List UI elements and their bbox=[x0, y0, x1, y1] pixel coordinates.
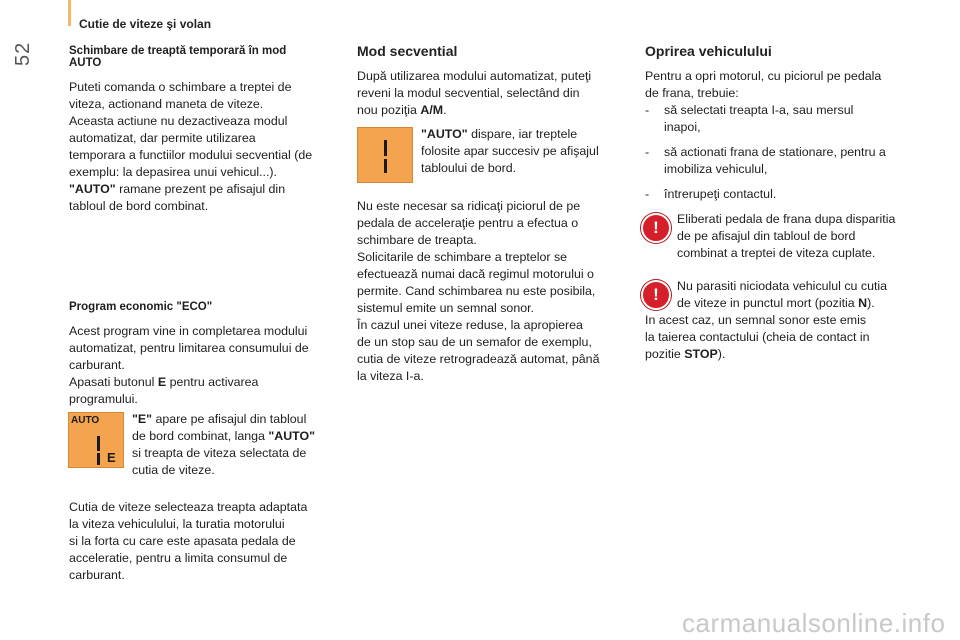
stopping-steps-list bbox=[645, 102, 920, 203]
section-heading-eco: Program economic "ECO" bbox=[69, 301, 213, 313]
auto-eco-display-icon: AUTO E bbox=[68, 412, 124, 468]
paragraph-eco: Acest program vine in completarea modului automatizat, pentru limitarea consumului de carburant. Apasati butonul E pentru activarea programului. bbox=[69, 324, 309, 406]
warning-icon: ! bbox=[641, 213, 671, 243]
list-item: - întrerupeţi contactul. bbox=[645, 186, 920, 203]
section-heading-sequential: Mod secvential bbox=[357, 43, 458, 59]
page-header-title: Cutie de viteze şi volan bbox=[79, 17, 212, 31]
paragraph-gear-selection: Cutia de viteze selecteaza treapta adaptata la viteza vehiculului, la turatia motorului si la forta cu care este apasata pedala de acceleratie, pentru a limita consumul de carburant. bbox=[69, 500, 308, 582]
column-right bbox=[645, 43, 920, 211]
warning-release-brake: Eliberati pedala de frana dupa disparitia de pe afisajul din tabloul de bord combinat a treptei de viteza cuplate. bbox=[677, 212, 896, 260]
list-item: - să selectati treapta I-a, sau mersul inapoi, bbox=[645, 102, 920, 136]
warning-icon: ! bbox=[641, 280, 671, 310]
section-heading-stopping: Oprirea vehiculului bbox=[645, 43, 772, 59]
note-eco-display: "E" apare pe afisajul din tabloul de bord combinat, langa "AUTO" si treapta de viteza selectata de cutia de viteze. bbox=[132, 412, 316, 477]
note-sequential-display: "AUTO" dispare, iar treptele folosite apar succesiv pe afişajul tabloului de bord. bbox=[421, 127, 599, 175]
warning-neutral-position: Nu parasiti niciodata vehiculul cu cutia de viteze in punctul mort (pozitia N). bbox=[677, 279, 888, 310]
paragraph-sequential-return: După utilizarea modului automatizat, puteţi reveni la modul secvential, selectând din nou poziţia A/M. bbox=[357, 69, 592, 117]
section-heading-temporary-shift: Schimbare de treaptă temporară în mod AUTO bbox=[69, 45, 287, 69]
paragraph-temporary-shift: Puteti comanda o schimbare a treptei de viteza, actionand maneta de viteze. Aceasta actiune nu dezactiveaza modul automatizat, dar permite utilizarea temporara a functiilor modului secvential (de exemplu: la depasirea unui vehicul...). "AUTO" ramane prezent pe afisajul din tabloul de bord combinat. bbox=[69, 80, 313, 213]
sequential-display-icon bbox=[357, 127, 413, 183]
column-left-eco bbox=[69, 301, 344, 408]
watermark: carmanualsonline.info bbox=[682, 608, 946, 638]
page-number: 52 bbox=[12, 41, 34, 66]
paragraph-sequential-details: Nu este necesar sa ridicaţi piciorul de pe pedala de acceleraţie pentru a efectua o schimbare de treapta. Solicitarile de schimbare a treptelor se efectuează numai dacă regimul motorului o permite. Cand schimbarea nu este posibila, sistemul emite un semnal sonor. În cazul unei viteze reduse, la apropierea de un stop sau de un semafor de exemplu, cutia de viteze retrogradează automat, până la viteza I-a. bbox=[357, 199, 600, 383]
column-left bbox=[69, 45, 344, 215]
header-accent-bar bbox=[68, 0, 71, 26]
column-middle bbox=[357, 43, 627, 119]
paragraph-stopping-intro: Pentru a opri motorul, cu piciorul pe pedala de frana, trebuie: bbox=[645, 69, 882, 100]
list-item: - să actionati frana de stationare, pentru a imobiliza vehiculul, bbox=[645, 144, 920, 178]
paragraph-sound-signal: In acest caz, un semnal sonor este emis la taierea contactului (cheia de contact in pozitie STOP). bbox=[645, 313, 870, 361]
